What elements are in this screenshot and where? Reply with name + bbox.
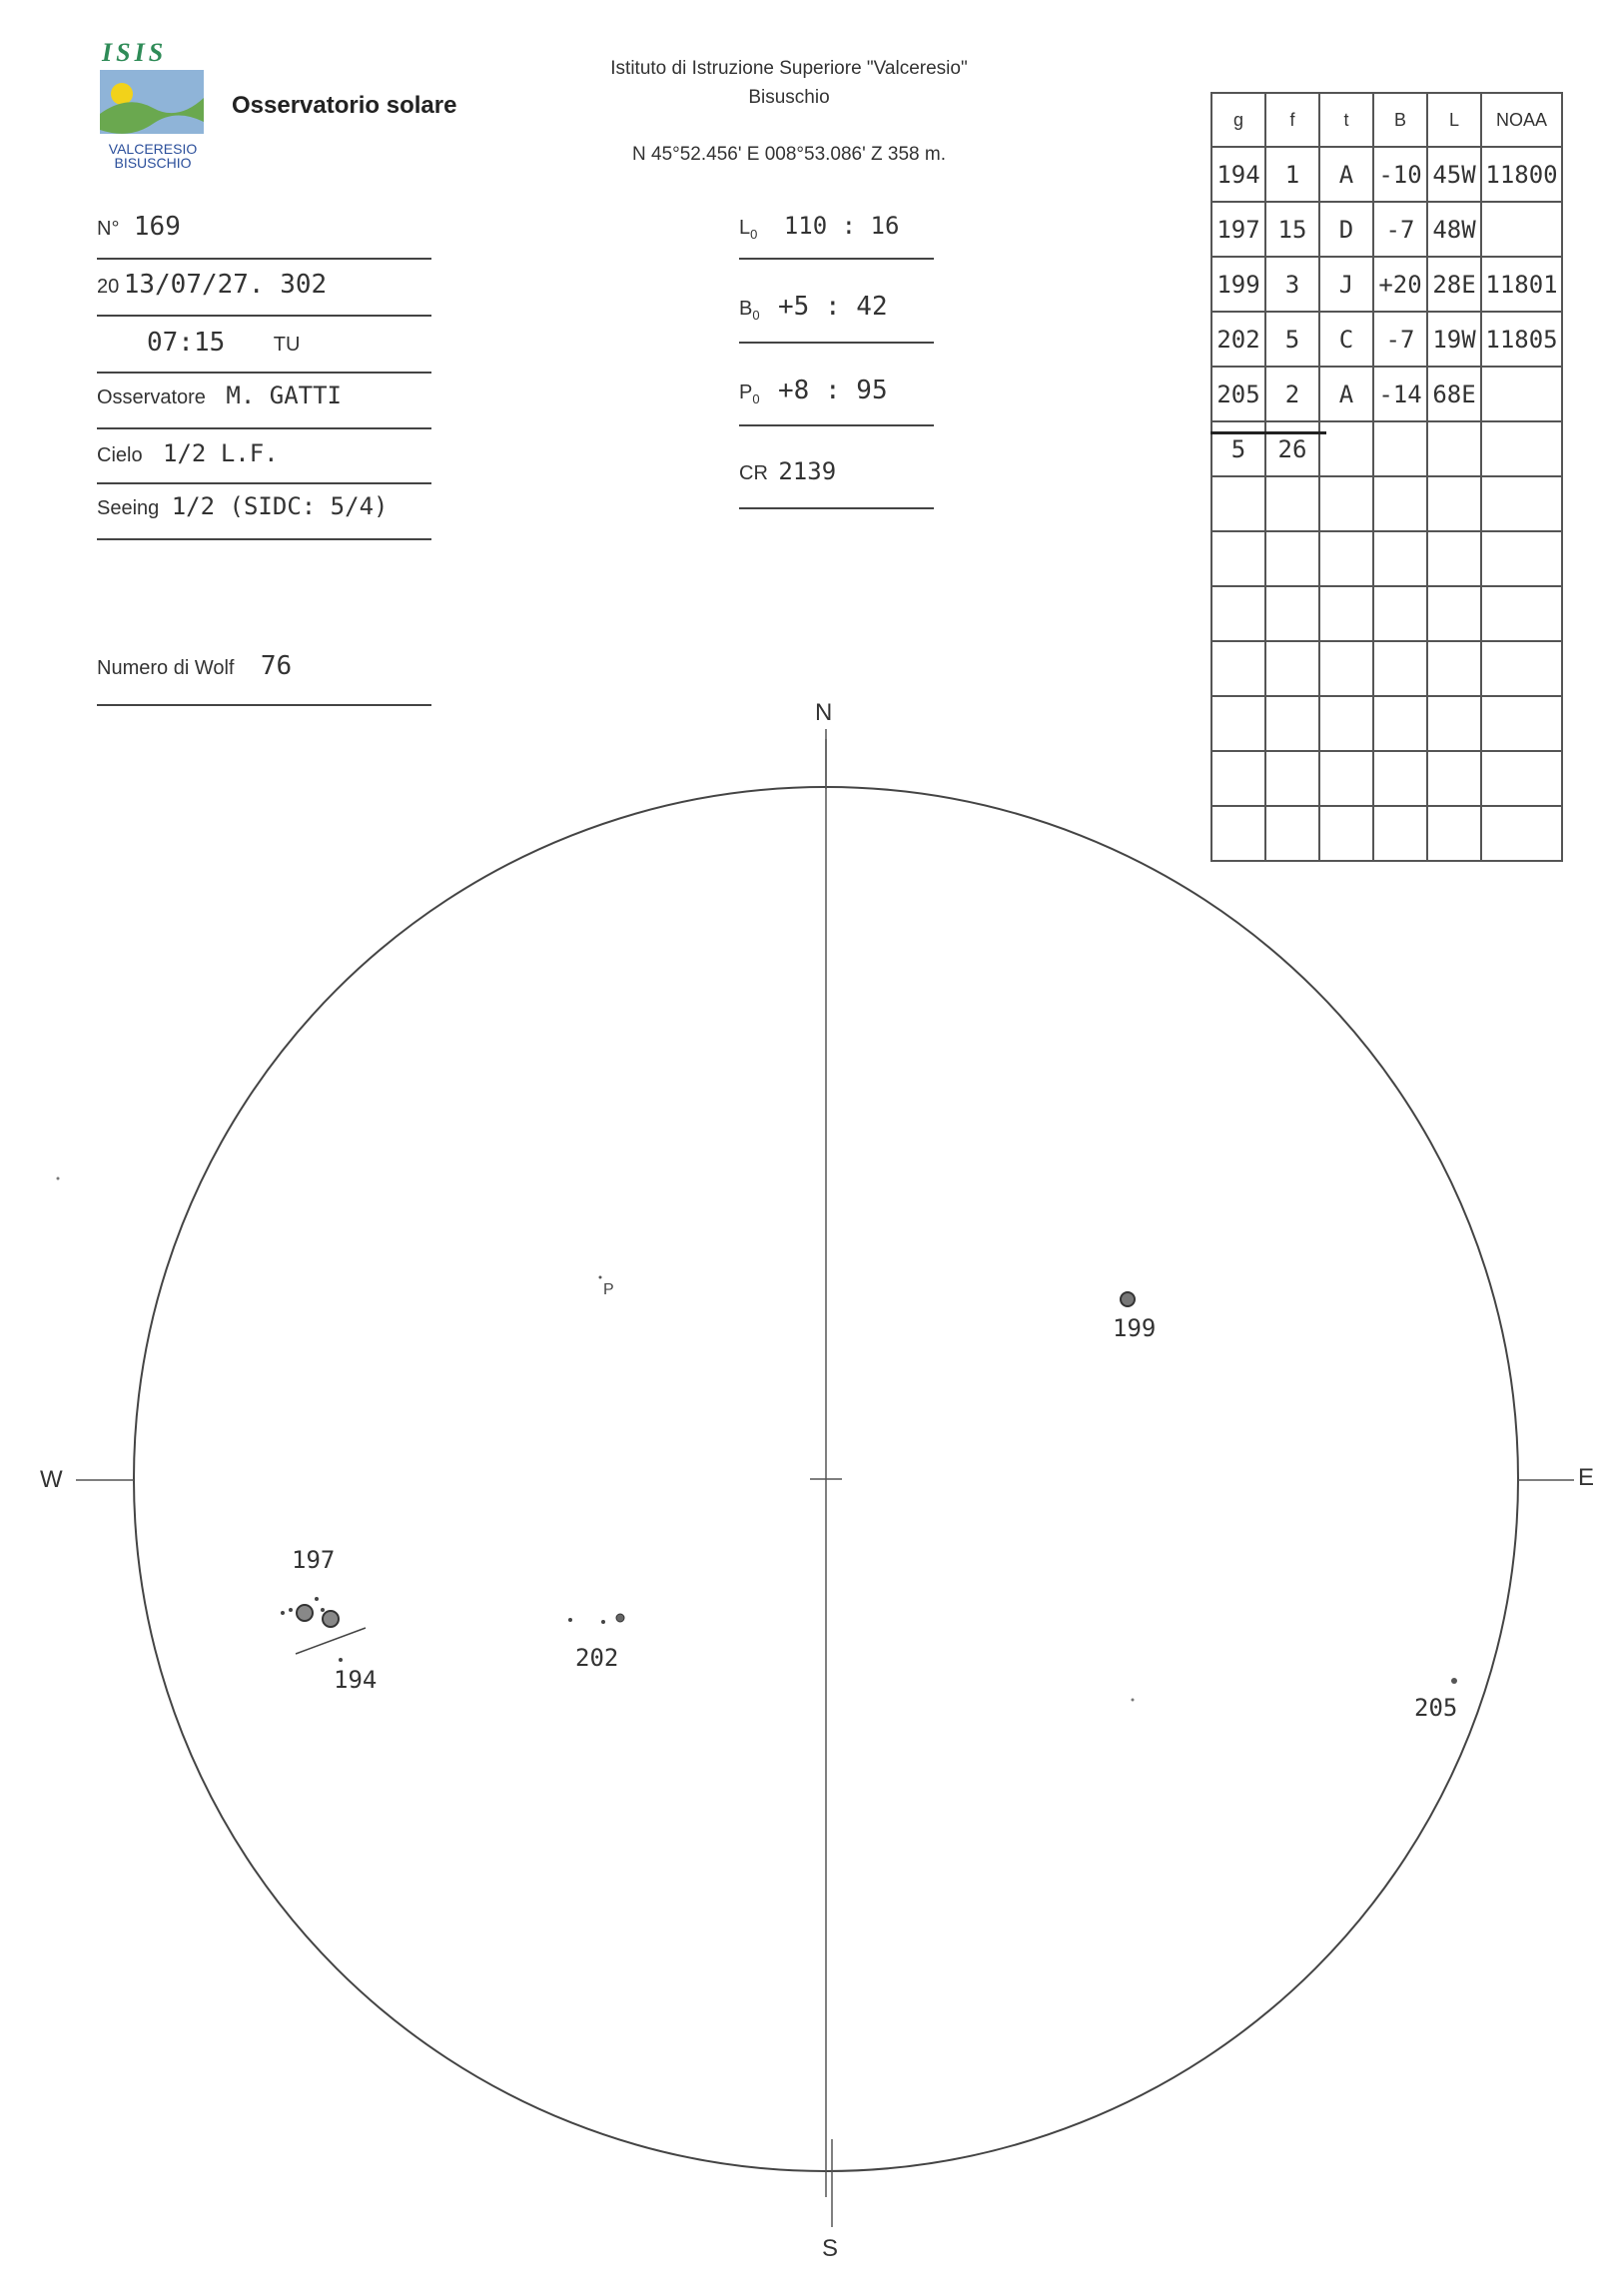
cr-label: CR	[739, 462, 768, 484]
table-cell	[1319, 531, 1373, 586]
group-205-label: 205	[1414, 1694, 1458, 1722]
field-p0	[739, 376, 934, 417]
cr-line	[739, 507, 934, 509]
table-row	[1211, 202, 1562, 257]
spot-group-194	[339, 1658, 343, 1662]
table-cell	[1427, 586, 1481, 641]
institute-town: Bisuschio	[748, 87, 830, 108]
field-date	[97, 270, 431, 312]
table-cell	[1481, 367, 1562, 421]
table-cell	[1481, 202, 1562, 257]
south-label: S	[822, 2235, 839, 2262]
b0-value: +5 : 42	[778, 292, 888, 322]
table-cell	[1481, 531, 1562, 586]
seeing-value: 1/2 (SIDC: 5/4)	[171, 492, 389, 520]
group-194-label: 194	[334, 1666, 378, 1694]
table-header-row	[1211, 93, 1562, 147]
b0-label: $B_0$	[739, 298, 760, 323]
b0-line	[739, 342, 934, 344]
table-header-cell: L	[1427, 93, 1481, 147]
table-cell: 11801	[1481, 257, 1562, 312]
wolf-value: 76	[260, 651, 293, 681]
total-rule	[1210, 431, 1326, 434]
table-cell	[1427, 531, 1481, 586]
logo-title: ISIS	[102, 38, 168, 67]
stray-dot	[57, 1177, 60, 1180]
spot-p-label: P	[603, 1281, 614, 1298]
table-cell: -7	[1373, 312, 1427, 367]
field-wolf	[97, 651, 431, 693]
l0-value: 110 : 16	[783, 212, 900, 240]
table-header-cell: t	[1319, 93, 1373, 147]
table-row	[1211, 476, 1562, 531]
table-cell	[1319, 586, 1373, 641]
site-coordinates: N 45°52.456' E 008°53.086' Z 358 m.	[632, 144, 946, 165]
table-cell: 19W	[1427, 312, 1481, 367]
table-cell: 194	[1211, 147, 1265, 202]
table-cell: 11800	[1481, 147, 1562, 202]
table-cell: 2	[1265, 367, 1319, 421]
seeing-line	[97, 538, 431, 540]
field-b0	[739, 292, 934, 334]
observatory-title: Osservatorio solare	[232, 92, 457, 119]
table-row	[1211, 586, 1562, 641]
table-header-cell: NOAA	[1481, 93, 1562, 147]
table-cell: D	[1319, 202, 1373, 257]
sky-label: Cielo	[97, 444, 143, 466]
table-cell	[1427, 476, 1481, 531]
table-cell: 1	[1265, 147, 1319, 202]
north-label: N	[815, 699, 833, 726]
table-cell: 26	[1265, 421, 1319, 476]
table-cell	[1481, 476, 1562, 531]
table-cell	[1481, 641, 1562, 696]
table-cell: 28E	[1427, 257, 1481, 312]
sky-value: 1/2 L.F.	[163, 439, 279, 467]
table-cell: J	[1319, 257, 1373, 312]
p0-label: $P_0$	[739, 382, 760, 406]
table-cell: 45W	[1427, 147, 1481, 202]
cr-value: 2139	[778, 457, 837, 485]
field-cr	[739, 457, 934, 499]
table-cell: 3	[1265, 257, 1319, 312]
table-cell: 205	[1211, 367, 1265, 421]
table-cell	[1373, 641, 1427, 696]
time-unit: TU	[273, 334, 301, 356]
field-observer	[97, 382, 431, 423]
p0-line	[739, 424, 934, 426]
field-seeing	[97, 492, 436, 534]
wolf-label: Numero di Wolf	[97, 657, 235, 679]
stray-dot	[1132, 1699, 1135, 1702]
table-cell	[1373, 531, 1427, 586]
table-cell: A	[1319, 367, 1373, 421]
table-cell: -14	[1373, 367, 1427, 421]
spot-group-202	[568, 1614, 624, 1624]
table-cell: -10	[1373, 147, 1427, 202]
table-row	[1211, 531, 1562, 586]
field-sky	[97, 439, 431, 481]
table-cell: 197	[1211, 202, 1265, 257]
table-cell: 5	[1211, 421, 1265, 476]
observer-label: Osservatore	[97, 386, 206, 408]
table-cell	[1427, 641, 1481, 696]
table-row	[1211, 641, 1562, 696]
table-cell: 11805	[1481, 312, 1562, 367]
table-row	[1211, 257, 1562, 312]
field-l0	[739, 212, 934, 254]
group-199-label: 199	[1113, 1314, 1157, 1342]
table-cell	[1481, 421, 1562, 476]
table-header-cell: g	[1211, 93, 1265, 147]
spot-group-205	[1451, 1678, 1457, 1684]
table-cell: 48W	[1427, 202, 1481, 257]
logo	[98, 38, 210, 178]
number-value: 169	[133, 212, 181, 242]
group-194-leader	[296, 1628, 366, 1654]
west-label: W	[40, 1466, 63, 1493]
table-cell	[1373, 476, 1427, 531]
table-cell: 68E	[1427, 367, 1481, 421]
table-cell	[1319, 421, 1373, 476]
table-header-cell: B	[1373, 93, 1427, 147]
table-cell	[1373, 421, 1427, 476]
table-cell: +20	[1373, 257, 1427, 312]
l0-line	[739, 258, 934, 260]
table-cell: 15	[1265, 202, 1319, 257]
spot-p	[599, 1276, 602, 1279]
table-row	[1211, 421, 1562, 476]
observer-value: M. GATTI	[226, 382, 342, 409]
l0-label: $L_0$	[739, 217, 758, 242]
table-cell	[1265, 476, 1319, 531]
logo-line1: VALCERESIO	[108, 141, 198, 157]
table-header-cell: f	[1265, 93, 1319, 147]
table-cell	[1265, 586, 1319, 641]
table-cell	[1265, 641, 1319, 696]
p0-value: +8 : 95	[778, 376, 888, 405]
table-row	[1211, 147, 1562, 202]
table-cell	[1319, 641, 1373, 696]
date-line	[97, 315, 431, 317]
table-cell: C	[1319, 312, 1373, 367]
table-cell: -7	[1373, 202, 1427, 257]
table-cell: 202	[1211, 312, 1265, 367]
field-time	[97, 328, 431, 370]
observer-line	[97, 427, 431, 429]
table-cell	[1481, 586, 1562, 641]
table-cell	[1211, 531, 1265, 586]
logo-line2: BISUSCHIO	[114, 155, 192, 171]
time-line	[97, 372, 431, 374]
table-cell: 5	[1265, 312, 1319, 367]
group-197-label: 197	[292, 1546, 336, 1574]
sky-line	[97, 482, 431, 484]
field-number	[97, 212, 431, 254]
table-cell	[1373, 586, 1427, 641]
table-cell	[1211, 641, 1265, 696]
group-202-label: 202	[575, 1644, 619, 1672]
spot-group-199	[1121, 1292, 1135, 1306]
table-cell	[1211, 586, 1265, 641]
spot-group-197	[281, 1597, 339, 1627]
table-cell	[1211, 476, 1265, 531]
date-value: 13/07/27. 302	[123, 270, 328, 300]
solar-disk-drawing	[0, 689, 1598, 2287]
table-cell: 199	[1211, 257, 1265, 312]
time-value: 07:15	[147, 328, 226, 358]
table-cell	[1427, 421, 1481, 476]
east-label: E	[1578, 1464, 1595, 1491]
table-row	[1211, 312, 1562, 367]
table-row	[1211, 367, 1562, 421]
number-line	[97, 258, 431, 260]
institute-name: Istituto di Istruzione Superiore "Valceresio"	[610, 58, 968, 79]
table-cell: A	[1319, 147, 1373, 202]
number-label: N°	[97, 218, 120, 240]
table-cell	[1319, 476, 1373, 531]
logo-icon	[98, 68, 208, 138]
seeing-label: Seeing	[97, 497, 160, 519]
table-cell	[1265, 531, 1319, 586]
date-prefix: 20	[97, 276, 120, 298]
